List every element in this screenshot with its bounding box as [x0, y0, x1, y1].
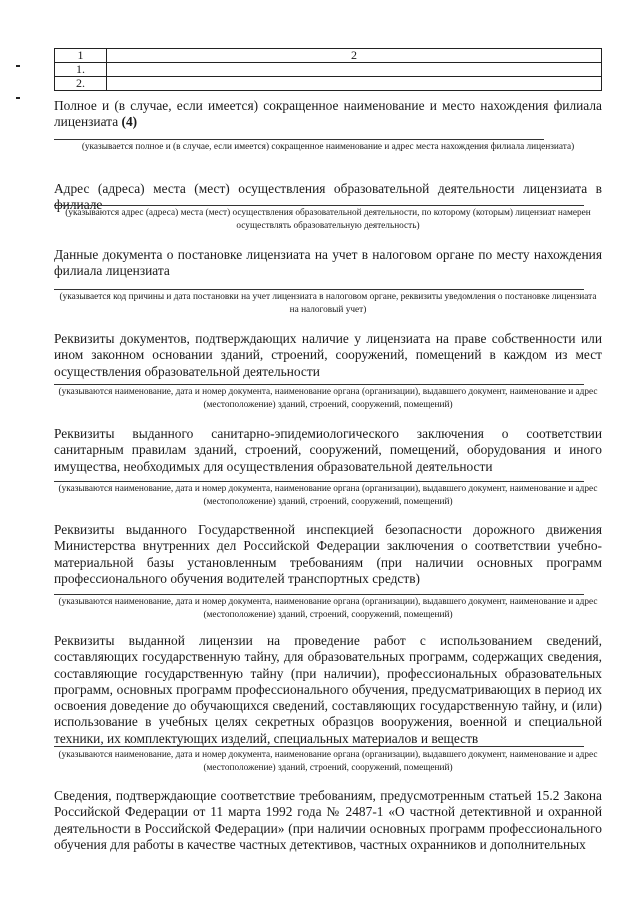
- field-hint: (указываются наименование, дата и номер документа, наименование органа (организации), выдавшего документ, наименование и адрес (местоположение) зданий, строений, сооружений, помещений): [58, 484, 598, 507]
- table-header-row: [55, 49, 602, 63]
- section-text: Реквизиты документов, подтверждающих наличие у лицензиата на праве собственности или ином законном основании зданий, строений, сооружений, помещений в каждом из мест осуществления образовательной деятельности: [54, 331, 602, 379]
- fill-in-line: [54, 746, 584, 747]
- fill-in-line: [54, 139, 544, 140]
- section-text: Реквизиты выданного санитарно-эпидемиологического заключения о соответствии санитарным правилам зданий, строений, сооружений, помещений, оборудования и иного имущества, необходимых для осуществления образовательной деятельности: [54, 426, 602, 474]
- field-hint: (указывается код причины и дата постановки на учет лицензиата в налоговом органе, реквизиты уведомления о постановке лицензиата на налоговый учет): [59, 292, 597, 315]
- table-row: [55, 77, 602, 91]
- section-text: Полное и (в случае, если имеется) сокращенное наименование и место нахождения филиала лицензиата (4): [54, 98, 602, 130]
- field-hint: (указываются адрес (адреса) места (мест) осуществления образовательной деятельности, по которому (которым) лицензиат намерен осуществлять образовательную деятельность): [65, 208, 591, 231]
- field-hint: (указываются наименование, дата и номер документа, наименование органа (организации), выдавшего документ, наименование и адрес (местоположение) зданий, строений, сооружений, помещений): [58, 750, 598, 773]
- fill-in-line: [54, 205, 584, 206]
- section-text: Адрес (адреса) места (мест) осуществления образовательной деятельности лицензиата в филиале: [54, 181, 602, 213]
- header-table: [54, 48, 602, 91]
- table-row-number: 1.: [55, 63, 107, 77]
- section-text: Реквизиты выданного Государственной инспекцией безопасности дорожного движения Министерства внутренних дел Российской Федерации заключения о соответствии учебно-материальной базы установленным требованиям (при наличии основных программ профессионального обучения водителей транспортных средств): [54, 522, 602, 586]
- field-hint: (указываются наименование, дата и номер документа, наименование органа (организации), выдавшего документ, наименование и адрес (местоположение) зданий, строений, сооружений, помещений): [58, 597, 598, 620]
- table-cell: [107, 63, 602, 77]
- fill-in-line: [54, 481, 584, 482]
- section-text: Реквизиты выданной лицензии на проведение работ с использованием сведений, составляющих государственную тайну, для образовательных программ, содержащих сведения, составляющие государственную тайну (при наличии), профессиональных образовательных программ, основных программ профессионального обучения, предусматривающих в период их освоения доведение до обучающихся сведений, составляющих государственную тайну, и (или) использование в учебных целях секретных образцов вооружения, военной и специальной техники, их комплектующих изделий, специальных материалов и веществ: [54, 633, 602, 746]
- table-row: [55, 63, 602, 77]
- field-hint: (указывается полное и (в случае, если имеется) сокращенное наименование и адрес места нахождения филиала лицензиата): [81, 142, 575, 152]
- table-header-cell: 1: [55, 49, 107, 63]
- margin-mark: [16, 97, 20, 99]
- table-row-number: 2.: [55, 77, 107, 91]
- margin-mark: [16, 65, 20, 67]
- fill-in-line: [54, 384, 584, 385]
- fill-in-line: [54, 594, 584, 595]
- fill-in-line: [54, 289, 584, 290]
- section-text: Сведения, подтверждающие соответствие требованиям, предусмотренным статьей 15.2 Закона Российской Федерации от 11 марта 1992 года № 2487-1 «О частной детективной и охранной деятельности в Российской Федерации» (при наличии основных программ профессионального обучения для работы в качестве частных детективов, частных охранников и дополнительных: [54, 788, 602, 852]
- section-text: Данные документа о постановке лицензиата на учет в налоговом органе по месту нахождения филиала лицензиата: [54, 247, 602, 279]
- field-hint: (указываются наименование, дата и номер документа, наименование органа (организации), выдавшего документ, наименование и адрес (местоположение) зданий, строений, сооружений, помещений): [58, 387, 598, 410]
- table-header-cell: 2: [107, 49, 602, 63]
- table-cell: [107, 77, 602, 91]
